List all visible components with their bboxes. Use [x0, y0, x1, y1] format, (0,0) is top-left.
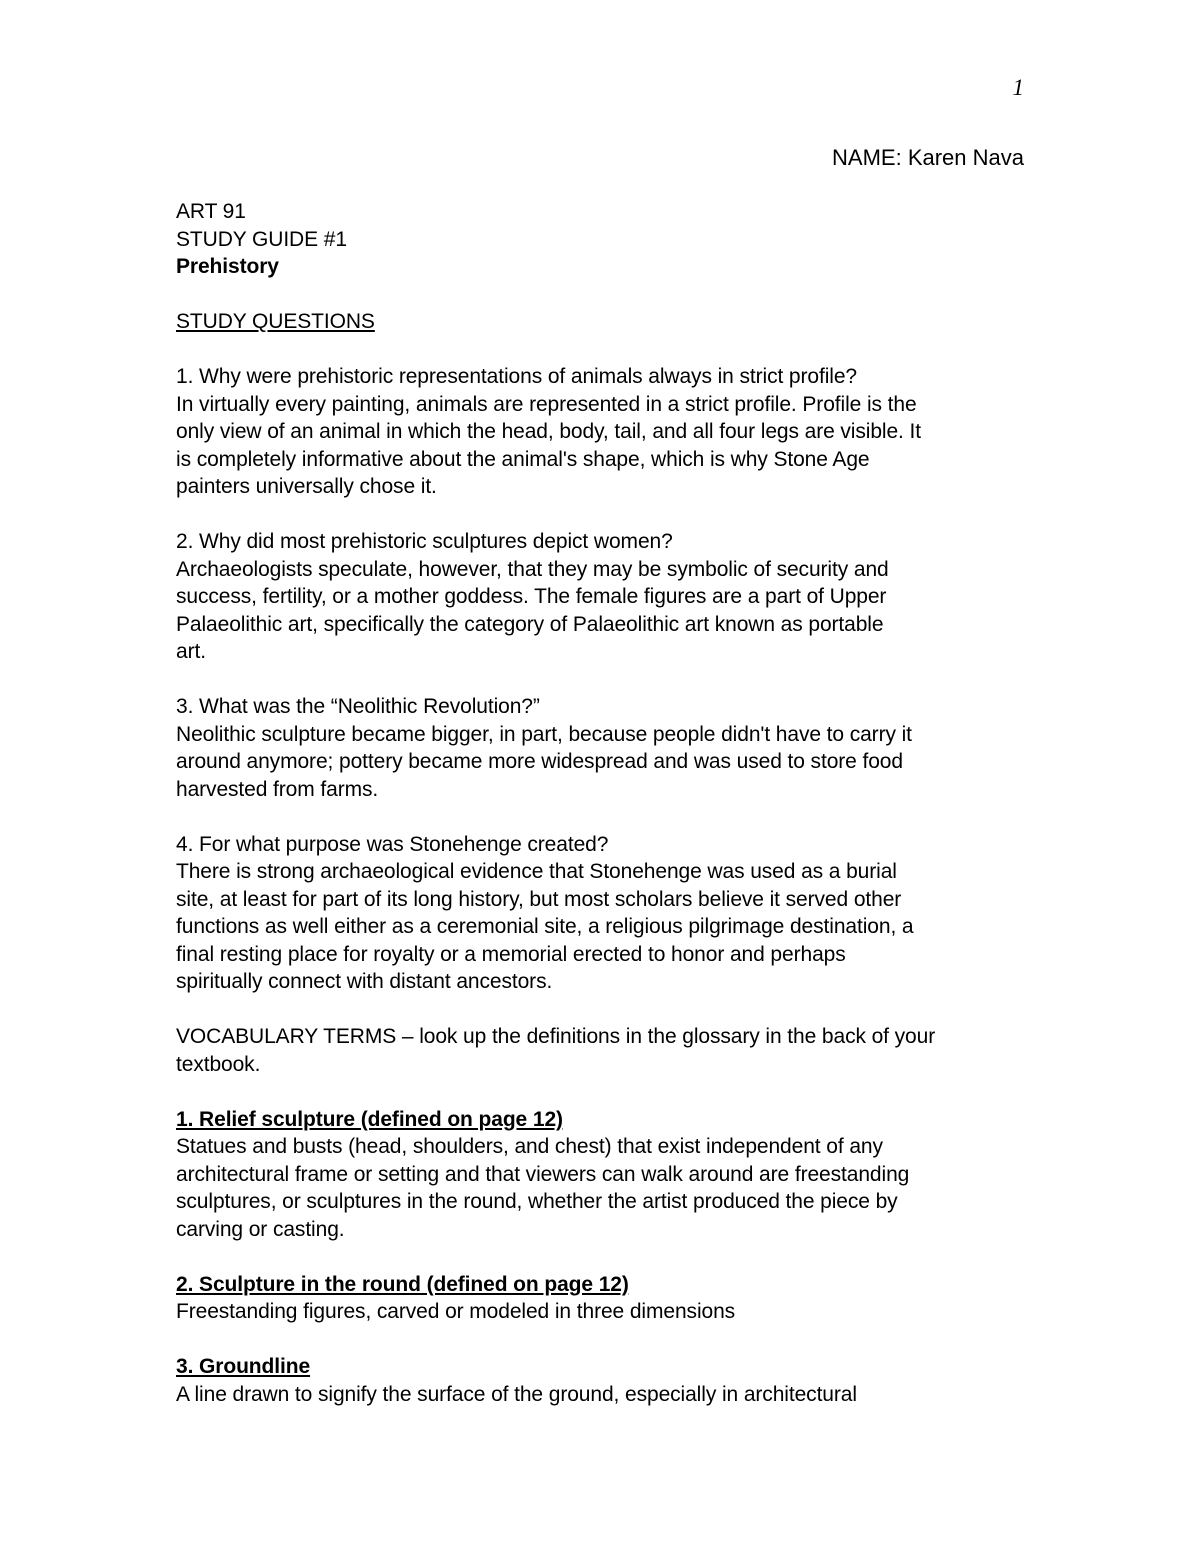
answer-line: site, at least for part of its long history, but most scholars believe it served other: [176, 887, 902, 911]
definition-line: A line drawn to signify the surface of the ground, especially in architectural: [176, 1382, 857, 1406]
answer-line: Neolithic sculpture became bigger, in part, because people didn't have to carry it: [176, 722, 912, 746]
vocabulary-term-3: [176, 1353, 1036, 1408]
question-text: 3. What was the “Neolithic Revolution?”: [176, 695, 540, 718]
question-text: 1. Why were prehistoric representations of animals always in strict profile?: [176, 365, 858, 388]
question-block-4: [176, 831, 1036, 996]
spacer: [176, 281, 1036, 309]
answer-line: only view of an animal in which the head, body, tail, and all four legs are visible. It: [176, 420, 921, 443]
term-heading: 1. Relief sculpture (defined on page 12): [176, 1107, 563, 1131]
definition-line: sculptures, or sculptures in the round, whether the artist produced the piece by: [176, 1190, 898, 1213]
spacer: [176, 1078, 1036, 1106]
vocabulary-term-1: [176, 1106, 1036, 1244]
definition-line: Statues and busts (head, shoulders, and chest) that exist independent of any: [176, 1135, 883, 1158]
student-name: NAME: Karen Nava: [832, 145, 1024, 170]
vocabulary-intro: [176, 1023, 1036, 1078]
guide-title: STUDY GUIDE #1: [176, 227, 347, 251]
spacer: [176, 666, 1036, 694]
question-text: 2. Why did most prehistoric sculptures depict women?: [176, 530, 673, 553]
study-questions-heading: STUDY QUESTIONS: [176, 310, 375, 333]
answer-line: In virtually every painting, animals are represented in a strict profile. Profile is the: [176, 392, 917, 416]
page-number: 1: [1012, 75, 1024, 100]
answer-line: art.: [176, 640, 206, 663]
answer-line: painters universally chose it.: [176, 475, 437, 498]
vocabulary-intro-line: textbook.: [176, 1052, 261, 1076]
answer-line: harvested from farms.: [176, 777, 379, 801]
document-body: [176, 198, 1036, 1408]
answer-line: Palaeolithic art, specifically the category of Palaeolithic art known as portable: [176, 612, 884, 636]
answer-line: There is strong archaeological evidence that Stonehenge was used as a burial: [176, 860, 897, 883]
spacer: [176, 803, 1036, 831]
spacer: [176, 996, 1036, 1024]
term-heading: 2. Sculpture in the round (defined on page 12): [176, 1272, 629, 1296]
question-text: 4. For what purpose was Stonehenge created?: [176, 832, 609, 856]
definition-line: carving or casting.: [176, 1217, 345, 1241]
spacer: [176, 336, 1036, 364]
course-title: ART 91: [176, 200, 246, 223]
topic-title: Prehistory: [176, 255, 279, 278]
question-block-2: [176, 528, 1036, 666]
definition-line: Freestanding figures, carved or modeled in three dimensions: [176, 1300, 736, 1323]
answer-line: functions as well either as a ceremonial site, a religious pilgrimage destination, a: [176, 915, 914, 938]
vocabulary-term-2: [176, 1271, 1036, 1326]
vocabulary-intro-line: VOCABULARY TERMS – look up the definitions in the glossary in the back of your: [176, 1025, 936, 1048]
spacer: [176, 501, 1036, 529]
definition-line: architectural frame or setting and that viewers can walk around are freestanding: [176, 1162, 910, 1186]
spacer: [176, 1326, 1036, 1354]
spacer: [176, 1243, 1036, 1271]
answer-line: success, fertility, or a mother goddess. The female figures are a part of Upper: [176, 585, 887, 608]
question-block-3: [176, 693, 1036, 803]
answer-line: spiritually connect with distant ancestors.: [176, 970, 553, 993]
answer-line: final resting place for royalty or a memorial erected to honor and perhaps: [176, 942, 846, 966]
answer-line: Archaeologists speculate, however, that they may be symbolic of security and: [176, 557, 889, 581]
answer-line: is completely informative about the animal's shape, which is why Stone Age: [176, 447, 870, 471]
term-heading: 3. Groundline: [176, 1355, 311, 1378]
answer-line: around anymore; pottery became more widespread and was used to store food: [176, 750, 903, 773]
question-block-1: [176, 363, 1036, 501]
